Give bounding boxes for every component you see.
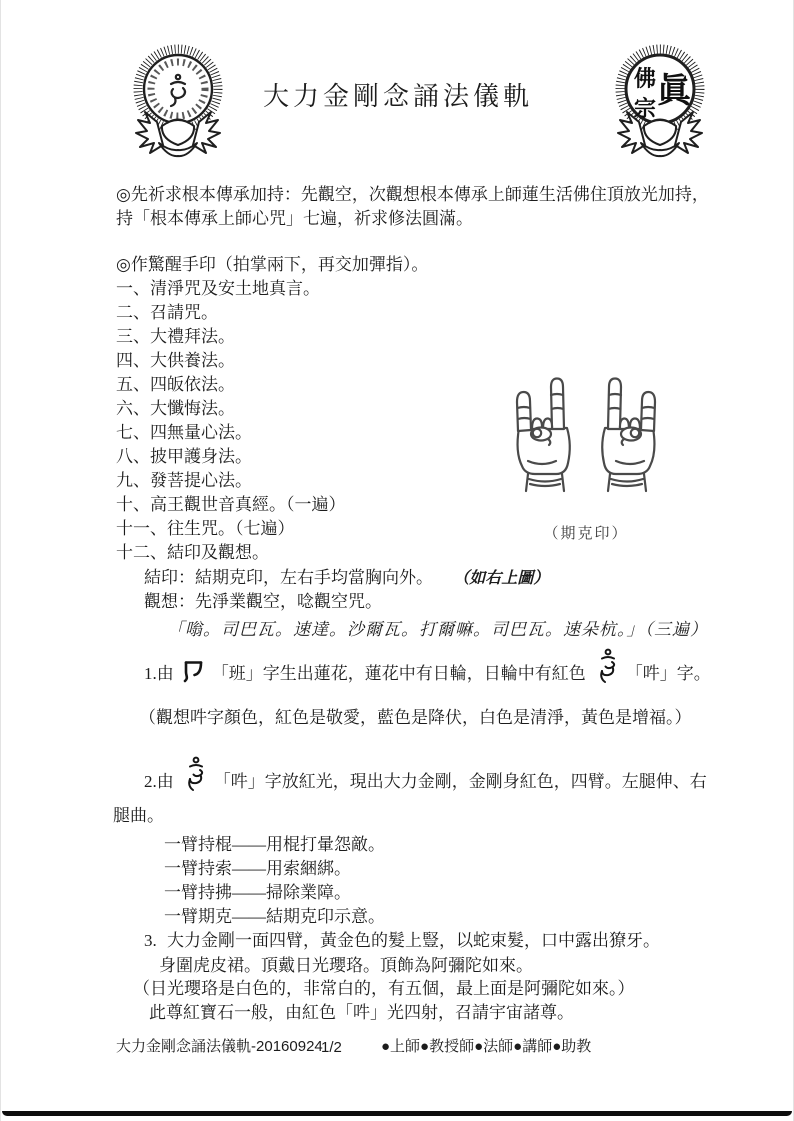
mudra-caption: （期克印） [543, 526, 629, 542]
arm-item: 一臂持索——用索綑綁。 [164, 859, 351, 878]
step3-number: 3. [144, 931, 157, 950]
step3-line3: （日光瓔珞是白色的，非常白的，有五個，最上面是阿彌陀如來。） [133, 979, 635, 998]
seed-syllable-hum-icon [182, 756, 206, 794]
step2-text: 「吽」字放紅光，現出大力金剛，金剛身紅色，四臂。左腿伸、右 [213, 772, 707, 791]
seed-syllable-pam-icon [182, 658, 204, 684]
list-item: 十二、結印及觀想。 [116, 543, 269, 562]
seal-char-main: 眞 [657, 73, 691, 110]
list-item: 六、大懺悔法。 [116, 399, 235, 418]
list-item: 九、發菩提心法。 [116, 471, 252, 490]
window-bottom-edge [2, 1111, 792, 1116]
page-title: 大力金剛念誦法儀軌 [262, 82, 533, 111]
step2-line1 [144, 752, 707, 794]
list-item: 七、四無量心法。 [116, 423, 252, 442]
seed-syllable-hum-icon [594, 648, 618, 686]
list-item: 十一、往生咒。（七遍） [116, 519, 295, 538]
step3-text1: 大力金剛一面四臂，黃金色的髮上豎，以蛇束髮，口中露出獠牙。 [167, 931, 660, 950]
step3-line4: 此尊紅寶石一般，由紅色「吽」光四射，召請宇宙諸尊。 [149, 1003, 574, 1022]
left-lotus-seal [117, 44, 239, 158]
chik-mudra-hands-icon [504, 374, 668, 498]
footer-roles: ●上師●教授師●法師●講師●助教 [381, 1039, 592, 1055]
step2-line2: 腿曲。 [113, 806, 164, 825]
list-item: 四、大供養法。 [116, 351, 235, 370]
seal-char-top: 佛 [633, 66, 657, 91]
mudra-hands-figure [504, 374, 668, 498]
step3-line2: 身圍虎皮裙。頂戴日光瓔珞。頂飾為阿彌陀如來。 [159, 956, 533, 975]
arm-item: 一臂期克——結期克印示意。 [164, 907, 385, 926]
list-item: 八、披甲護身法。 [116, 447, 252, 466]
step1-end: 「吽」字。 [625, 664, 711, 683]
step1-line [144, 646, 711, 686]
footer-doc-title: 大力金剛念誦法儀軌 [116, 1039, 252, 1055]
seal-char-bottom: 宗 [633, 96, 657, 121]
step1-mid: 「班」字生出蓮花，蓮花中有日輪，日輪中有紅色 [211, 664, 586, 683]
true-buddha-school-seal-icon [599, 44, 721, 158]
intro-line-1: ◎先祈求根本傳承加持：先觀空，次觀想根本傳承上師蓮生活佛住頂放光加持， [116, 185, 709, 204]
list-item: 三、大禮拜法。 [116, 327, 235, 346]
emptiness-mantra-line: 「嗡。司巴瓦。速達。沙爾瓦。打爾嘛。司巴瓦。速朵杭。」（三遍） [167, 620, 708, 639]
arm-item: 一臂持拂——掃除業障。 [164, 883, 351, 902]
list-item: 五、四皈依法。 [116, 375, 235, 394]
arm-item: 一臂持棍——用棍打暈怨敵。 [164, 835, 385, 854]
jieyin-note: （如右上圖） [453, 570, 550, 587]
step3-line1 [144, 929, 660, 953]
step2-prefix: 2.由 [144, 772, 174, 791]
step1-prefix: 1.由 [144, 664, 174, 683]
footer-doc-id [116, 1037, 323, 1057]
intro-line-2: 持「根本傳承上師心咒」七遍，祈求修法圓滿。 [116, 209, 473, 228]
list-item: 二、召請咒。 [116, 303, 218, 322]
list-item: 十、高王觀世音真經。（一遍） [116, 495, 346, 514]
step1-note: （觀想吽字顏色，紅色是敬愛，藍色是降伏，白色是清淨，黃色是增福。） [139, 708, 692, 727]
guanxiang-line: 觀想：先淨業觀空，唸觀空咒。 [144, 592, 382, 611]
footer-page-number: 1/2 [321, 1039, 342, 1056]
jieyin-main: 結印：結期克印，左右手均當胸向外。 [144, 568, 433, 587]
wake-mudra-line: ◎作驚醒手印（拍掌兩下，再交加彈指）。 [116, 255, 429, 274]
right-school-seal [599, 44, 721, 158]
ritual-steps-list [116, 277, 346, 565]
footer-doc-date: -20160924 [251, 1038, 323, 1055]
list-item: 一、清淨咒及安土地真言。 [116, 279, 320, 298]
jieyin-line [144, 566, 549, 591]
lotus-mantra-wheel-seal-icon [117, 44, 239, 158]
